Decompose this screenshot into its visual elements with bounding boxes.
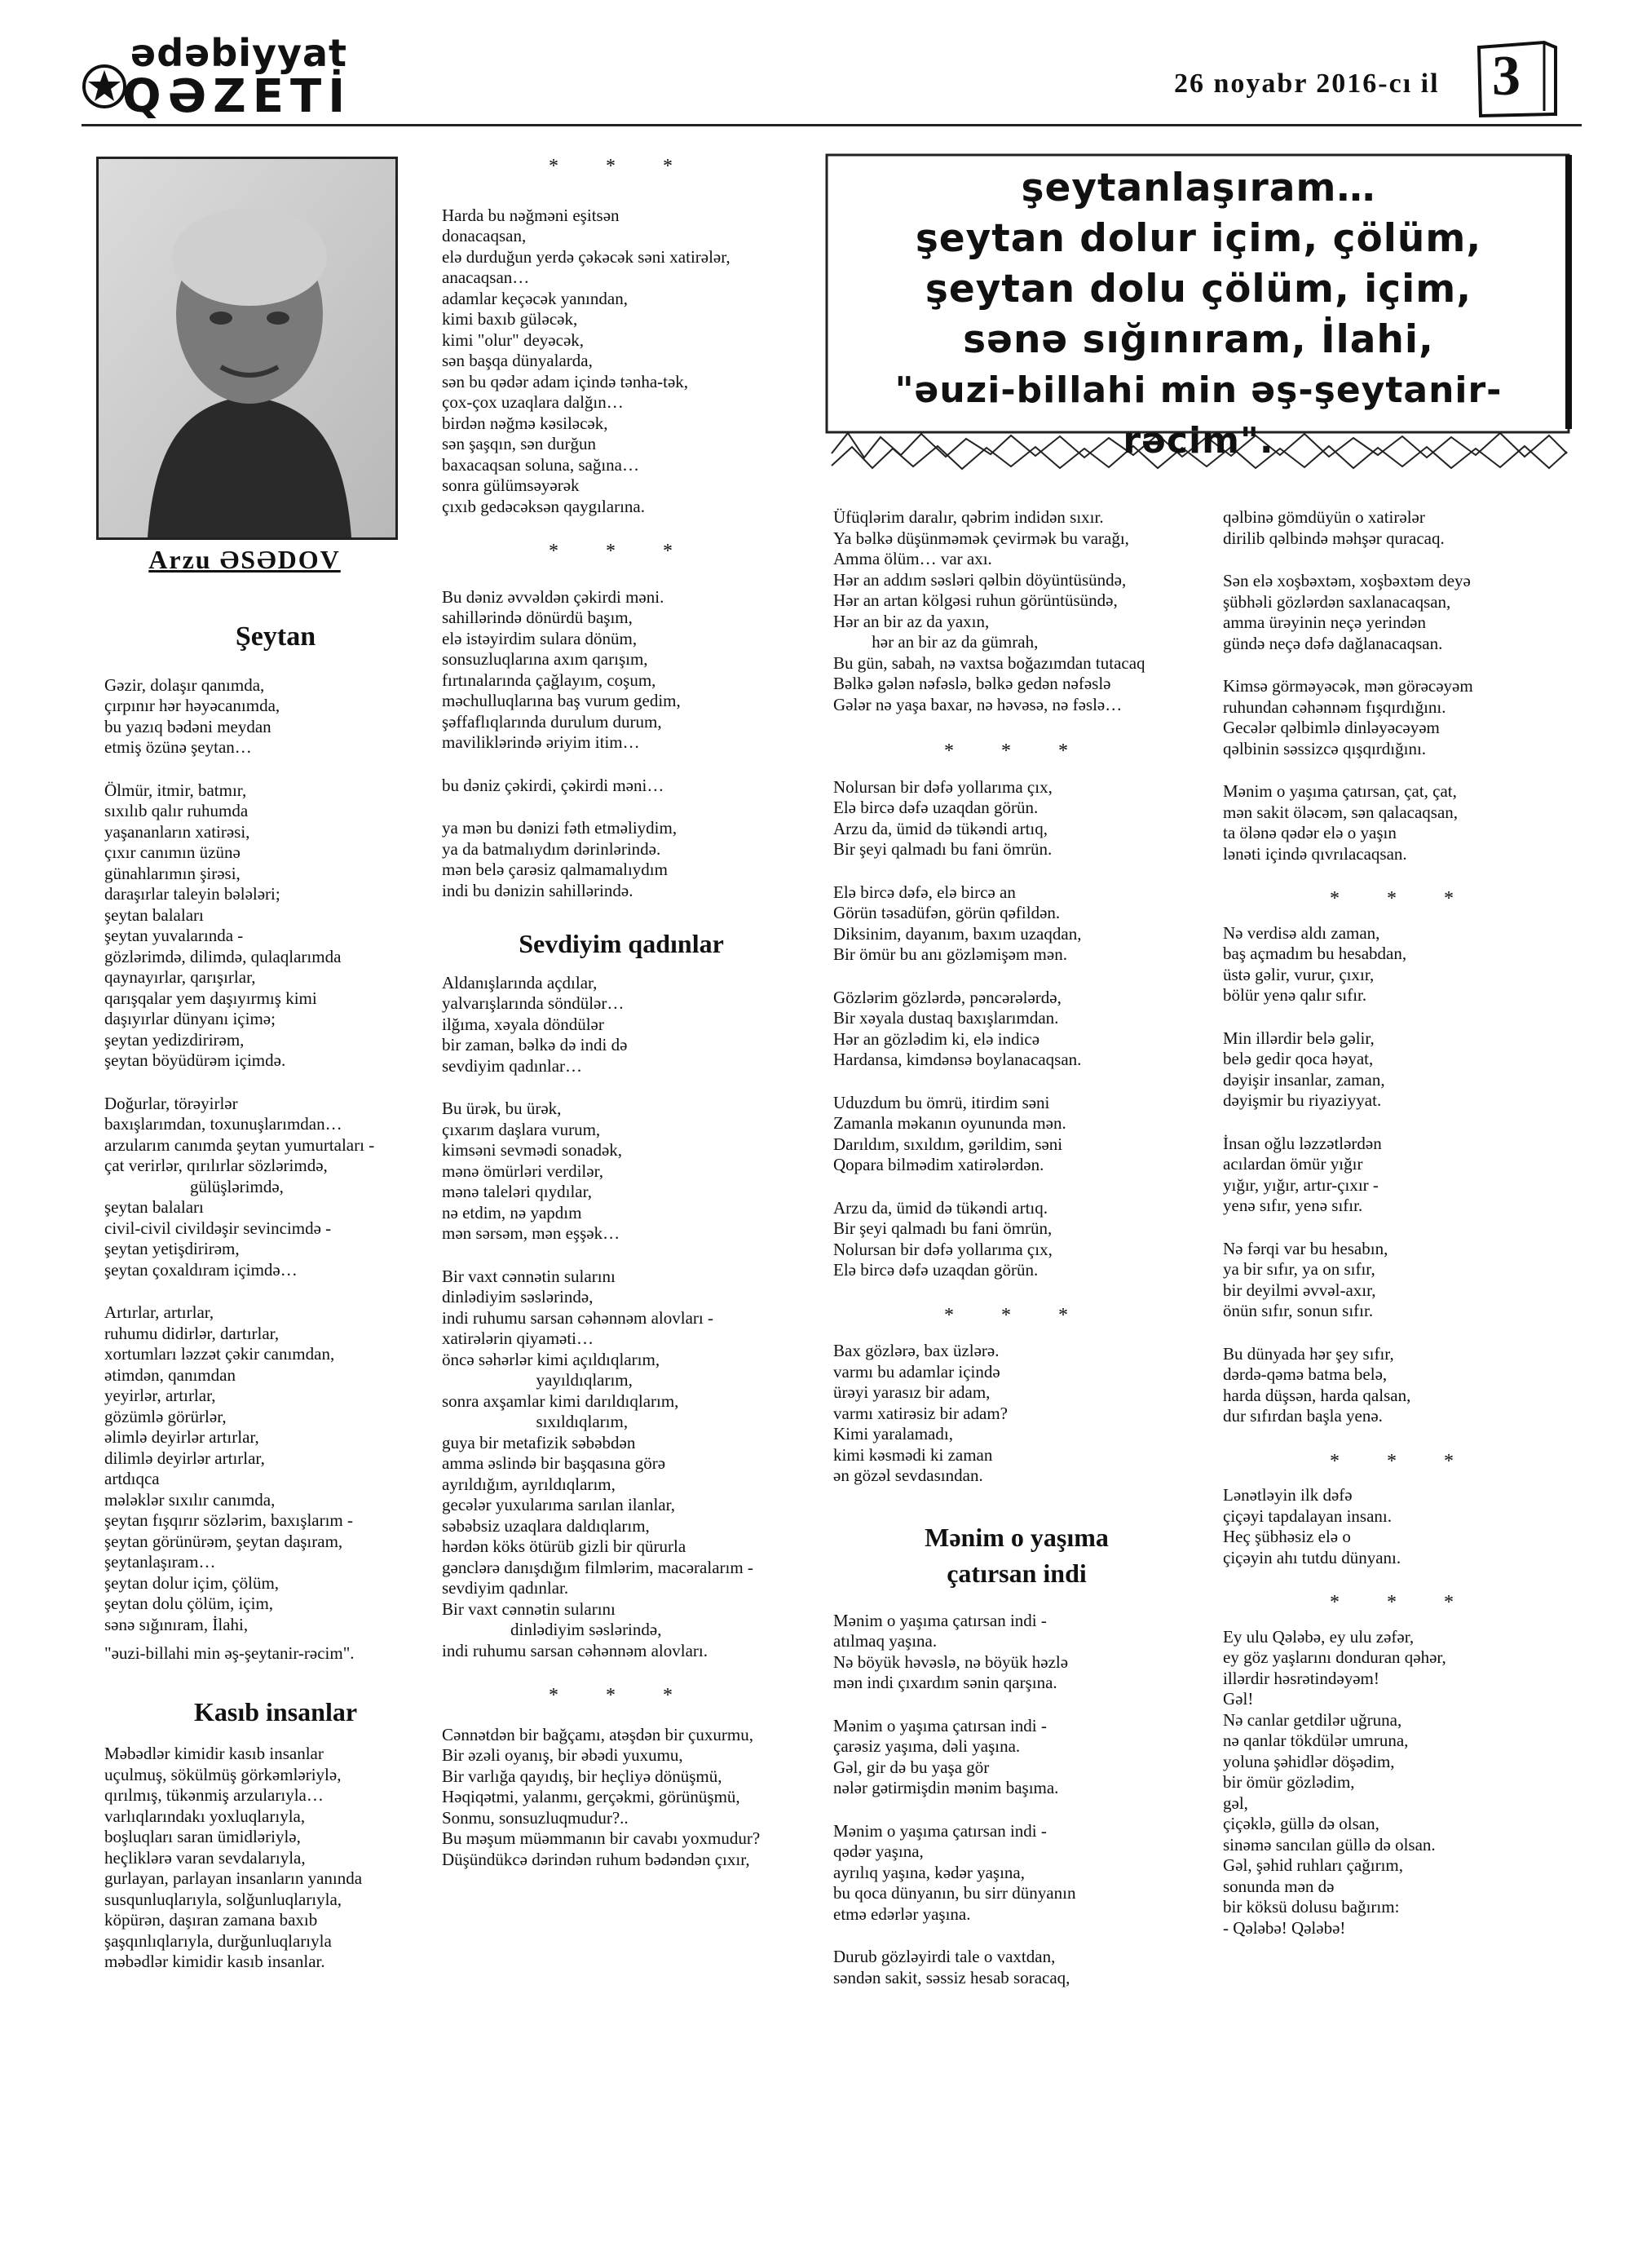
poem-title-menim-2: çatırsan indi (947, 1558, 1087, 1588)
poem-line: dilimlə deyirlər artırlar, (104, 1448, 265, 1468)
poem-line: sən şaşqın, sən durğun (442, 434, 596, 453)
poem-line: şeytan balaları (104, 1197, 204, 1217)
poem-line: Nolursan bir dəfə yollarıma çıx, (833, 776, 1053, 797)
poem-line: kimi kəsmədi ki zaman (833, 1444, 993, 1465)
poem-line: - Qələbə! Qələbə! (1223, 1917, 1346, 1938)
poem-nolursan-body (833, 777, 1200, 1281)
section-stars: * * * (944, 1304, 1089, 1326)
poem-title-sevdiyim: Sevdiyim qadınlar (519, 929, 724, 958)
poem-line: sənə sığınıram, İlahi, (104, 1614, 249, 1634)
poem-line: illərdir həsrətindəyəm! (1223, 1668, 1379, 1688)
poem-line: Bu gün, sabah, nə vaxtsa boğazımdan tutacaq (833, 652, 1145, 673)
poem-line: dəyişmir bu riyaziyyat. (1223, 1090, 1382, 1110)
poem-line: Gecələr qəlbimlə dinləyəcəyəm (1223, 718, 1440, 737)
poem-line: sonra axşamlar kimi darıldıqlarım, (442, 1390, 679, 1411)
column-3 (833, 507, 1200, 1988)
poem-sifir-body (1223, 923, 1582, 1427)
poem-line: Doğurlar, törəyirlər (104, 1093, 238, 1113)
poem-line: çiçəyin ahı tutdu dünyanı. (1223, 1547, 1401, 1567)
poem-line: etmə edərlər yaşına. (833, 1903, 971, 1924)
poem-line: daraşırlar taleyin bələləri; (104, 884, 280, 904)
poem-line: Sonmu, sonsuzluqmudur?.. (442, 1807, 629, 1828)
poem-line: Düşündükcə dərindən ruhum bədəndən çıxır, (442, 1849, 750, 1869)
header-rule (82, 124, 1582, 126)
poem-deniz-body (442, 587, 801, 902)
poem-line: sən başqa dünyalarda, (442, 351, 593, 370)
poem-line: yaşananların xatirəsi, (104, 821, 250, 842)
poem-line: şübhəli gözlərdən saxlanacaqsan, (1223, 591, 1451, 612)
poem-kasib-body (104, 1744, 447, 1973)
section-stars: * * * (549, 541, 694, 562)
poem-line: gözümlə görürlər, (104, 1406, 227, 1426)
poem-line: Gəl, gir də bu yaşa gör (833, 1757, 990, 1777)
poem-line: gəl, (1223, 1793, 1248, 1813)
poem-line: ta ölənə qədər elə o yaşın (1223, 823, 1397, 842)
poem-line: Bu dəniz əvvəldən çəkirdi məni. (442, 586, 664, 607)
poem-line: Bir əzəli oyanış, bir əbədi yuxumu, (442, 1745, 683, 1765)
poem-line: Nolursan bir dəfə yollarıma çıx, (833, 1239, 1053, 1259)
star-emblem-icon (82, 64, 127, 109)
poem-line: çox-çox uzaqlara dalğın… (442, 392, 624, 412)
poem-line: mənə ömürləri verdilər, (442, 1161, 603, 1181)
page-number-box (1474, 39, 1564, 119)
poem-line: Bir vaxt cənnətin sularını (442, 1598, 616, 1619)
poem-line: Üfüqlərim daralır, qəbrim indidən sıxır. (833, 507, 1104, 527)
poem-line: etmiş özünə şeytan… (104, 737, 252, 757)
author-portrait-image (99, 159, 395, 537)
poem-line: qırılmış, tükənmiş arzularıyla… (104, 1785, 324, 1805)
section-stars: * * * (549, 156, 694, 177)
poem-line: hər an bir az da gümrah, (833, 632, 1039, 652)
poem-line: Aldanışlarında açdılar, (442, 972, 598, 993)
poem-line: Mənim o yaşıma çatırsan indi - (833, 1715, 1047, 1735)
poem-line: şeytan yedizdirirəm, (104, 1029, 245, 1050)
poem-line: Uduzdum bu ömrü, itirdim səni (833, 1092, 1050, 1112)
poem-line: Zamanla məkanın oyununda mən. (833, 1113, 1066, 1133)
poem-line: səndən sakit, səssiz hesab soracaq, (833, 1967, 1070, 1987)
poem-line: şeytan yetişdirirəm, (104, 1239, 240, 1258)
poem-line: şeytan dolur içim, çölüm, (104, 1572, 280, 1593)
poem-line: günahlarımın şirəsi, (104, 863, 241, 883)
poem-line: bir zaman, bəlkə də indi də (442, 1035, 628, 1054)
poem-line: ey göz yaşlarını donduran qəhər, (1223, 1647, 1446, 1667)
poem-line: qaynayırlar, qarışırlar, (104, 967, 256, 987)
poem-line: sən bu qədər adam içində tənha-tək, (442, 371, 689, 391)
poem-line: Bu dünyada hər şey sıfır, (1223, 1343, 1394, 1364)
poem-title-seytan: Şeytan (235, 621, 316, 652)
poem-line: Min illərdir belə gəlir, (1223, 1028, 1375, 1048)
poem-line: xatirələrin qiyaməti… (442, 1329, 594, 1348)
poem-line: Darıldım, sıxıldım, gərildim, səni (833, 1134, 1063, 1154)
poem-line: köpürən, daşıran zamana baxıb (104, 1910, 318, 1930)
poem-bax-body (833, 1341, 1200, 1487)
poem-line: adamlar keçəcək yanından, (442, 288, 628, 308)
poem-line: uçulmuş, sökülmüş görkəmləriylə, (104, 1764, 342, 1784)
poem-line: Mənim o yaşıma çatırsan indi - (833, 1820, 1047, 1841)
poem-line: kimi "olur" deyəcək, (442, 329, 585, 350)
poem-line: gülüşlərimdə, (104, 1176, 284, 1196)
poem-line: qədər yaşına, (833, 1841, 924, 1861)
poem-line: ürəyi yarasız bir adam, (833, 1382, 991, 1402)
poem-line: Mənim o yaşıma çatırsan indi - (833, 1610, 1047, 1630)
poem-line: Durub gözləyirdi tale o vaxtdan, (833, 1947, 1056, 1966)
poem-line: Hər an gözlədim ki, elə indicə (833, 1028, 1040, 1049)
poem-line: Bir varlığa qayıdış, bir heçliyə dönüşmü, (442, 1766, 722, 1786)
poem-line: nələr gətirmişdin mənim başıma. (833, 1778, 1059, 1797)
poem-line: susqunluqlarıyla, solğunluqlarıyla, (104, 1889, 342, 1909)
poem-line: dinlədiyim səslərində, (442, 1287, 594, 1306)
poem-line: Hər an bir az da yaxın, (833, 611, 990, 631)
poem-line: baş açmadım bu hesabdan, (1223, 944, 1407, 963)
poem-line: şeytan dolu çölüm, içim, (104, 1594, 274, 1613)
poem-line: gurlayan, parlayan insanların yanında (104, 1868, 363, 1888)
poem-line: Harda bu nəğməni eşitsən (442, 205, 620, 225)
poem-line: önün sıfır, sonun sıfır. (1223, 1301, 1374, 1320)
poem-line: Hər an artan kölgəsi ruhun görüntüsündə, (833, 590, 1118, 610)
poem-line: "əuzi-billahi min əş-şeytanir-rəcim". (104, 1643, 355, 1663)
poem-line: birdən nəğmə kəsiləcək, (442, 413, 608, 433)
poem-line: bir köksü dolusu bağırım: (1223, 1897, 1400, 1917)
poem-line: Elə bircə dəfə uzaqdan görün. (833, 1260, 1039, 1280)
poem-line: mən indi çıxardım sənin qarşına. (833, 1673, 1057, 1692)
pull-quote-box (823, 152, 1574, 478)
column-1 (104, 621, 447, 1973)
poem-line: sinəmə sancılan güllə də olsan. (1223, 1834, 1436, 1855)
poem-line: Gələr nə yaşa baxar, nə həvəsə, nə fəslə… (833, 694, 1123, 714)
poem-harda-body (442, 206, 801, 518)
poem-line: Bir vaxt cənnətin sularını (442, 1266, 616, 1286)
poem-line: sonra gülümsəyərək (442, 475, 580, 495)
poem-line: Bəlkə gələn nəfəslə, bəlkə gedən nəfəslə (833, 674, 1111, 693)
poem-line: sevdiyim qadınlar. (442, 1578, 569, 1598)
section-stars: * * * (944, 741, 1089, 762)
poem-line: Gəzir, dolaşır qanımda, (104, 674, 265, 695)
poem-cennet-body (442, 1725, 801, 1871)
poem-line: Bax gözlərə, bax üzlərə. (833, 1341, 1000, 1360)
poem-line: Hardansa, kimdənsə boylanacaqsan. (833, 1050, 1082, 1069)
poem-line: gənclərə danışdığım filmlərim, macəralarım - (442, 1557, 753, 1577)
poem-line: dinlədiyim səslərində, (442, 1620, 662, 1639)
poem-line: İnsan oğlu ləzzətlərdən (1223, 1133, 1382, 1153)
poem-line: artdıqca (104, 1469, 160, 1488)
poem-line: şəffaflıqlarında durulum durum, (442, 711, 662, 732)
poem-qelebe-body (1223, 1627, 1582, 1939)
poem-line: Heç şübhəsiz elə o (1223, 1527, 1351, 1546)
poem-line: dur sıfırdan başla yenə. (1223, 1406, 1383, 1426)
poem-line: amma ürəyinin neçə yerindən (1223, 612, 1426, 632)
poem-title-menim-1: Mənim o yaşıma (925, 1522, 1109, 1552)
poem-line: ya bir sıfır, ya on sıfır, (1223, 1259, 1375, 1279)
poem-line: bu yazıq bədəni meydan (104, 716, 271, 736)
newspaper-logo (82, 31, 352, 123)
poem-line: Ey ulu Qələbə, ey ulu zəfər, (1223, 1626, 1415, 1647)
poem-line: sahillərində dönürdü başım, (442, 608, 633, 627)
poem-line: Həqiqətmi, yalanmı, gerçəkmi, görünüşmü, (442, 1787, 740, 1806)
poem-line: Görün təsadüfən, görün qəfildən. (833, 903, 1061, 922)
poem-line: boşluqları saran ümidləriylə, (104, 1827, 301, 1846)
poem-line: Gəl, şəhid ruhları çağırım, (1223, 1855, 1404, 1875)
poem-line: yalvarışlarında söndülər… (442, 993, 625, 1013)
poem-line: şaşqınlıqlarıyla, durğunluqlarıyla (104, 1930, 332, 1951)
poem-line: çiçəklə, güllə də olsan, (1223, 1814, 1379, 1833)
poem-line: Məbədlər kimidir kasıb insanlar (104, 1744, 324, 1763)
poem-line: Bir ömür bu anı gözləmişəm mən. (833, 944, 1067, 964)
poem-line: Nə böyük həvəslə, nə böyük həzlə (833, 1651, 1069, 1672)
section-stars: * * * (1330, 888, 1475, 909)
poem-line: mələklər sıxılır canımda, (104, 1489, 276, 1510)
poem-line: Amma ölüm… var axı. (833, 549, 992, 568)
poem-cennet-continuation (833, 507, 1200, 715)
poem-line: sıxıldıqlarım, (442, 1412, 629, 1431)
poem-line: səbəbsiz uzaqlara daldıqlarım, (442, 1515, 650, 1536)
poem-line: qəlbinin səssizcə qışqırdığını. (1223, 738, 1427, 758)
poem-line: Sən elə xoşbəxtəm, xoşbəxtəm deyə (1223, 571, 1471, 590)
poem-line: mən sərsəm, mən eşşək… (442, 1223, 620, 1243)
poem-line: indi ruhumu sarsan cəhənnəm alovları - (442, 1307, 713, 1328)
author-name: Arzu ƏSƏDOV (148, 545, 341, 574)
poem-line: məchulluqlarına baş vurum gedim, (442, 691, 681, 710)
poem-line: şeytan balaları (104, 904, 204, 925)
poem-line: Bu ürək, bu ürək, (442, 1099, 562, 1118)
poem-line: çiçəyi tapdalayan insanı. (1223, 1505, 1392, 1526)
poem-line: belə gedir qoca həyat, (1223, 1049, 1374, 1068)
poem-line: əlimlə deyirlər artırlar, (104, 1427, 259, 1447)
poem-seytan-body (104, 675, 447, 1665)
quote-line: şeytan dolu çölüm, içim, (925, 267, 1472, 312)
poem-line: ya da batmalıydım dərinlərində. (442, 838, 661, 859)
poem-line: Artırlar, artırlar, (104, 1302, 214, 1322)
poem-line: bir ömür gözlədim, (1223, 1772, 1355, 1792)
poem-line: yenə sıfır, yenə sıfır. (1223, 1196, 1363, 1215)
poem-line: Diksinim, dayanım, baxım uzaqdan, (833, 923, 1082, 944)
poem-line: ayrılıq yaşına, kədər yaşına, (833, 1862, 1025, 1882)
poem-line: yayıldıqlarım, (442, 1370, 633, 1390)
poem-line: yığır, yığır, artır-çıxır - (1223, 1174, 1379, 1195)
poem-line: acılardan ömür yığır (1223, 1154, 1363, 1174)
poem-line: ətimdən, qanımdan (104, 1364, 236, 1385)
poem-line: sonunda mən də (1223, 1876, 1335, 1896)
poem-line: mən sakit öləcəm, sən qalacaqsan, (1223, 802, 1459, 822)
poem-line: fırtınalarında çağlayım, coşum, (442, 670, 656, 690)
section-stars: * * * (1330, 1592, 1475, 1613)
poem-line: elə istəyirdim sulara dönüm, (442, 628, 638, 648)
poem-line: Kimsə görməyəcək, mən görəcəyəm (1223, 676, 1473, 696)
poem-lenet-body (1223, 1485, 1582, 1568)
poem-line: donacaqsan, (442, 226, 527, 245)
poem-line: ya mən bu dənizi fəth etməliydim, (442, 818, 678, 838)
poem-line: gündə neçə dəfə dağlanacaqsan. (1223, 633, 1443, 653)
column-4 (1223, 507, 1582, 1939)
poem-line: Arzu da, ümid də tükəndi artıq, (833, 818, 1048, 838)
poem-line: hərdən köks ötürüb gizli bir qürurla (442, 1536, 686, 1556)
poem-line: dirilib qəlbində məhşər quracaq. (1223, 528, 1445, 548)
poem-line: çıxıb gedəcəksən qaygılarına. (442, 496, 645, 516)
poem-line: baxacaqsan soluna, sağına… (442, 454, 640, 475)
poem-line: Bir şeyi qalmadı bu fani ömrün, (833, 1218, 1053, 1238)
poem-line: arzularım canımda şeytan yumurtaları - (104, 1134, 375, 1155)
poem-line: indi ruhumu sarsan cəhənnəm alovları. (442, 1640, 708, 1660)
poem-line: Ya bəlkə düşünməmək çevirmək bu varağı, (833, 528, 1129, 548)
poem-line: ruhundan cəhənnəm fışqırdığını. (1223, 696, 1446, 717)
poem-line: Kimi yaralamadı, (833, 1424, 953, 1443)
poem-line: ruhumu didirlər, dartırlar, (104, 1323, 280, 1343)
poem-line: elə durduğun yerdə çəkəcək səni xatirələr, (442, 246, 731, 267)
quote-line: şeytanlaşıram… (1021, 166, 1376, 210)
poem-line: Nə fərqi var bu hesabın, (1223, 1238, 1388, 1258)
poem-line: Mənim o yaşıma çatırsan, çat, çat, (1223, 781, 1457, 801)
poem-line: qarışqalar yem daşıyırmış kimi (104, 988, 317, 1008)
poem-line: Nə canlar getdilər uğruna, (1223, 1709, 1402, 1730)
poem-menim-continuation (1223, 507, 1582, 864)
logo-line-2: QƏZETİ (122, 70, 352, 123)
poem-line: xortumları ləzzət çəkir canımdan, (104, 1344, 335, 1364)
poem-line: qəlbinə gömdüyün o xatirələr (1223, 507, 1425, 527)
poem-line: Bir şeyi qalmadı bu fani ömrün. (833, 839, 1053, 859)
poem-sevdiyim-body (442, 973, 801, 1662)
poem-title-kasib: Kasıb insanlar (193, 1696, 358, 1726)
poem-line: bu dəniz çəkirdi, çəkirdi məni… (442, 775, 664, 795)
poem-line: sıxılıb qalır ruhumda (104, 801, 249, 820)
poem-line: varlıqlarındakı yoxluqlarıyla, (104, 1806, 306, 1826)
poem-line: yeyirlər, artırlar, (104, 1386, 216, 1405)
poem-line: bir deyilmi əvvəl-axır, (1223, 1280, 1376, 1300)
poem-line: ayrıldığım, ayrıldıqlarım, (442, 1474, 616, 1494)
poem-line: atılmaq yaşına. (833, 1631, 938, 1651)
poem-line: varmı bu adamlar içində (833, 1361, 1000, 1382)
poem-line: Hər an addım səsləri qəlbin döyüntüsündə, (833, 569, 1127, 590)
poem-menim-body (833, 1611, 1200, 1989)
poem-line: çarəsiz yaşıma, dəli yaşına. (833, 1736, 1021, 1756)
section-stars: * * * (549, 1685, 694, 1706)
poem-line: çat verirlər, qırılırlar sözlərimdə, (104, 1156, 328, 1175)
section-stars: * * * (1330, 1450, 1475, 1472)
poem-line: sevdiyim qadınlar… (442, 1055, 583, 1076)
poem-line: dərdə-qəmə batma belə, (1223, 1364, 1388, 1384)
poem-line: nə etdim, nə yapdım (442, 1202, 582, 1222)
poem-line: amma əslində bir başqasına görə (442, 1453, 666, 1473)
poem-line: çıxarım daşlara vurum, (442, 1119, 601, 1139)
poem-line: şeytan fışqırır sözlərim, baxışlarım - (104, 1510, 354, 1530)
poem-line: gecələr yuxularıma sarılan ilanlar, (442, 1495, 676, 1514)
quote-line: "əuzi-billahi min əş-şeytanir-rəcim". (894, 369, 1503, 462)
poem-line: sonsuzluqlarına axım qarışım, (442, 649, 648, 669)
poem-line: Bu məşum müəmmanın bir cavabı yoxmudur? (442, 1828, 761, 1848)
poem-line: Lənətləyin ilk dəfə (1223, 1485, 1353, 1505)
poem-line: şeytan böyüdürəm içimdə. (104, 1050, 286, 1070)
poem-line: Bir xəyala dustaq baxışlarımdan. (833, 1008, 1059, 1028)
poem-line: maviliklərində əriyim itim… (442, 732, 640, 752)
poem-line: ilğıma, xəyala döndülər (442, 1014, 604, 1034)
quote-line: sənə sığınıram, İlahi, (963, 317, 1434, 362)
poem-line: Ölmür, itmir, batmır, (104, 780, 247, 800)
poem-line: ən gözəl sevdasından. (833, 1466, 983, 1485)
poem-line: şeytanlaşıram… (104, 1552, 216, 1572)
poem-line: indi bu dənizin sahillərində. (442, 880, 633, 900)
quote-line: şeytan dolur içim, çölüm, (915, 216, 1482, 261)
poem-line: şeytan görünürəm, şeytan daşıram, (104, 1531, 343, 1551)
poem-line: Qopara bilmədim xatirələrdən. (833, 1155, 1044, 1174)
issue-date: 26 noyabr 2016-cı il (1174, 69, 1440, 99)
poem-line: Gəl! (1223, 1689, 1254, 1709)
page-number: 3 (1492, 45, 1521, 108)
poem-line: varmı xatirəsiz bir adam? (833, 1403, 1008, 1423)
poem-line: Gözlərim gözlərdə, pəncərələrdə, (833, 987, 1062, 1007)
poem-line: öncə səhərlər kimi açıldıqlarım, (442, 1349, 660, 1369)
poem-line: mən belə çarəsiz qalmamalıydım (442, 860, 668, 879)
poem-line: çırpınır hər həyəcanımda, (104, 696, 280, 715)
poem-line: bölür yenə qalır sıfır. (1223, 985, 1367, 1005)
poem-line: daşıyırlar dünyanı içimə; (104, 1009, 276, 1028)
poem-line: şeytan çoxaldıram içimdə… (104, 1259, 298, 1280)
poem-line: Nə verdisə aldı zaman, (1223, 922, 1380, 943)
logo-line-1: ədəbiyyat (130, 31, 348, 75)
poem-line: Arzu da, ümid də tükəndi artıq. (833, 1197, 1048, 1218)
poem-line: dəyişir insanlar, zaman, (1223, 1069, 1385, 1090)
poem-line: heçliklərə varan sevdalarıyla, (104, 1847, 306, 1868)
poem-line: guya bir metafizik səbəbdən (442, 1432, 636, 1452)
poem-line: mənə talеləri qıydılar, (442, 1182, 592, 1201)
poem-line: yoluna şəhidlər döşədim, (1223, 1751, 1395, 1771)
column-2 (442, 157, 801, 1870)
poem-line: baxışlarımdan, toxunuşlarımdan… (104, 1114, 342, 1134)
pull-quote-text (823, 163, 1574, 466)
poem-line: üstə gəlir, vurur, çıxır, (1223, 964, 1375, 984)
poem-line: anacaqsan… (442, 267, 530, 287)
poem-line: nə qanlar tökdülər umruna, (1223, 1731, 1409, 1750)
poem-line: gözlərimdə, dilimdə, qulaqlarımda (104, 946, 342, 966)
poem-line: Elə bircə dəfə uzaqdan görün. (833, 798, 1039, 817)
poem-line: bu qoca dünyanın, bu sirr dünyanın (833, 1883, 1076, 1903)
poem-line: şeytan yuvalarında - (104, 926, 244, 945)
poem-line: kimsəni sevmədi sonadək, (442, 1140, 623, 1160)
poem-line: Elə bircə dəfə, elə bircə an (833, 882, 1016, 902)
poem-line: Cənnətdən bir bağçamı, atəşdən bir çuxurmu, (442, 1724, 753, 1744)
poem-line: civil-civil civildəşir sevincimdə - (104, 1218, 332, 1238)
poem-line: kimi baxıb güləcək, (442, 309, 578, 329)
poem-line: harda düşsən, harda qalsan, (1223, 1385, 1411, 1405)
author-photo (96, 157, 398, 540)
poem-line: lənəti içində qıvrılacaqsan. (1223, 843, 1407, 864)
poem-line: çıxır canımın üzünə (104, 842, 241, 862)
poem-line: məbədlər kimidir kasıb insanlar. (104, 1952, 325, 1971)
